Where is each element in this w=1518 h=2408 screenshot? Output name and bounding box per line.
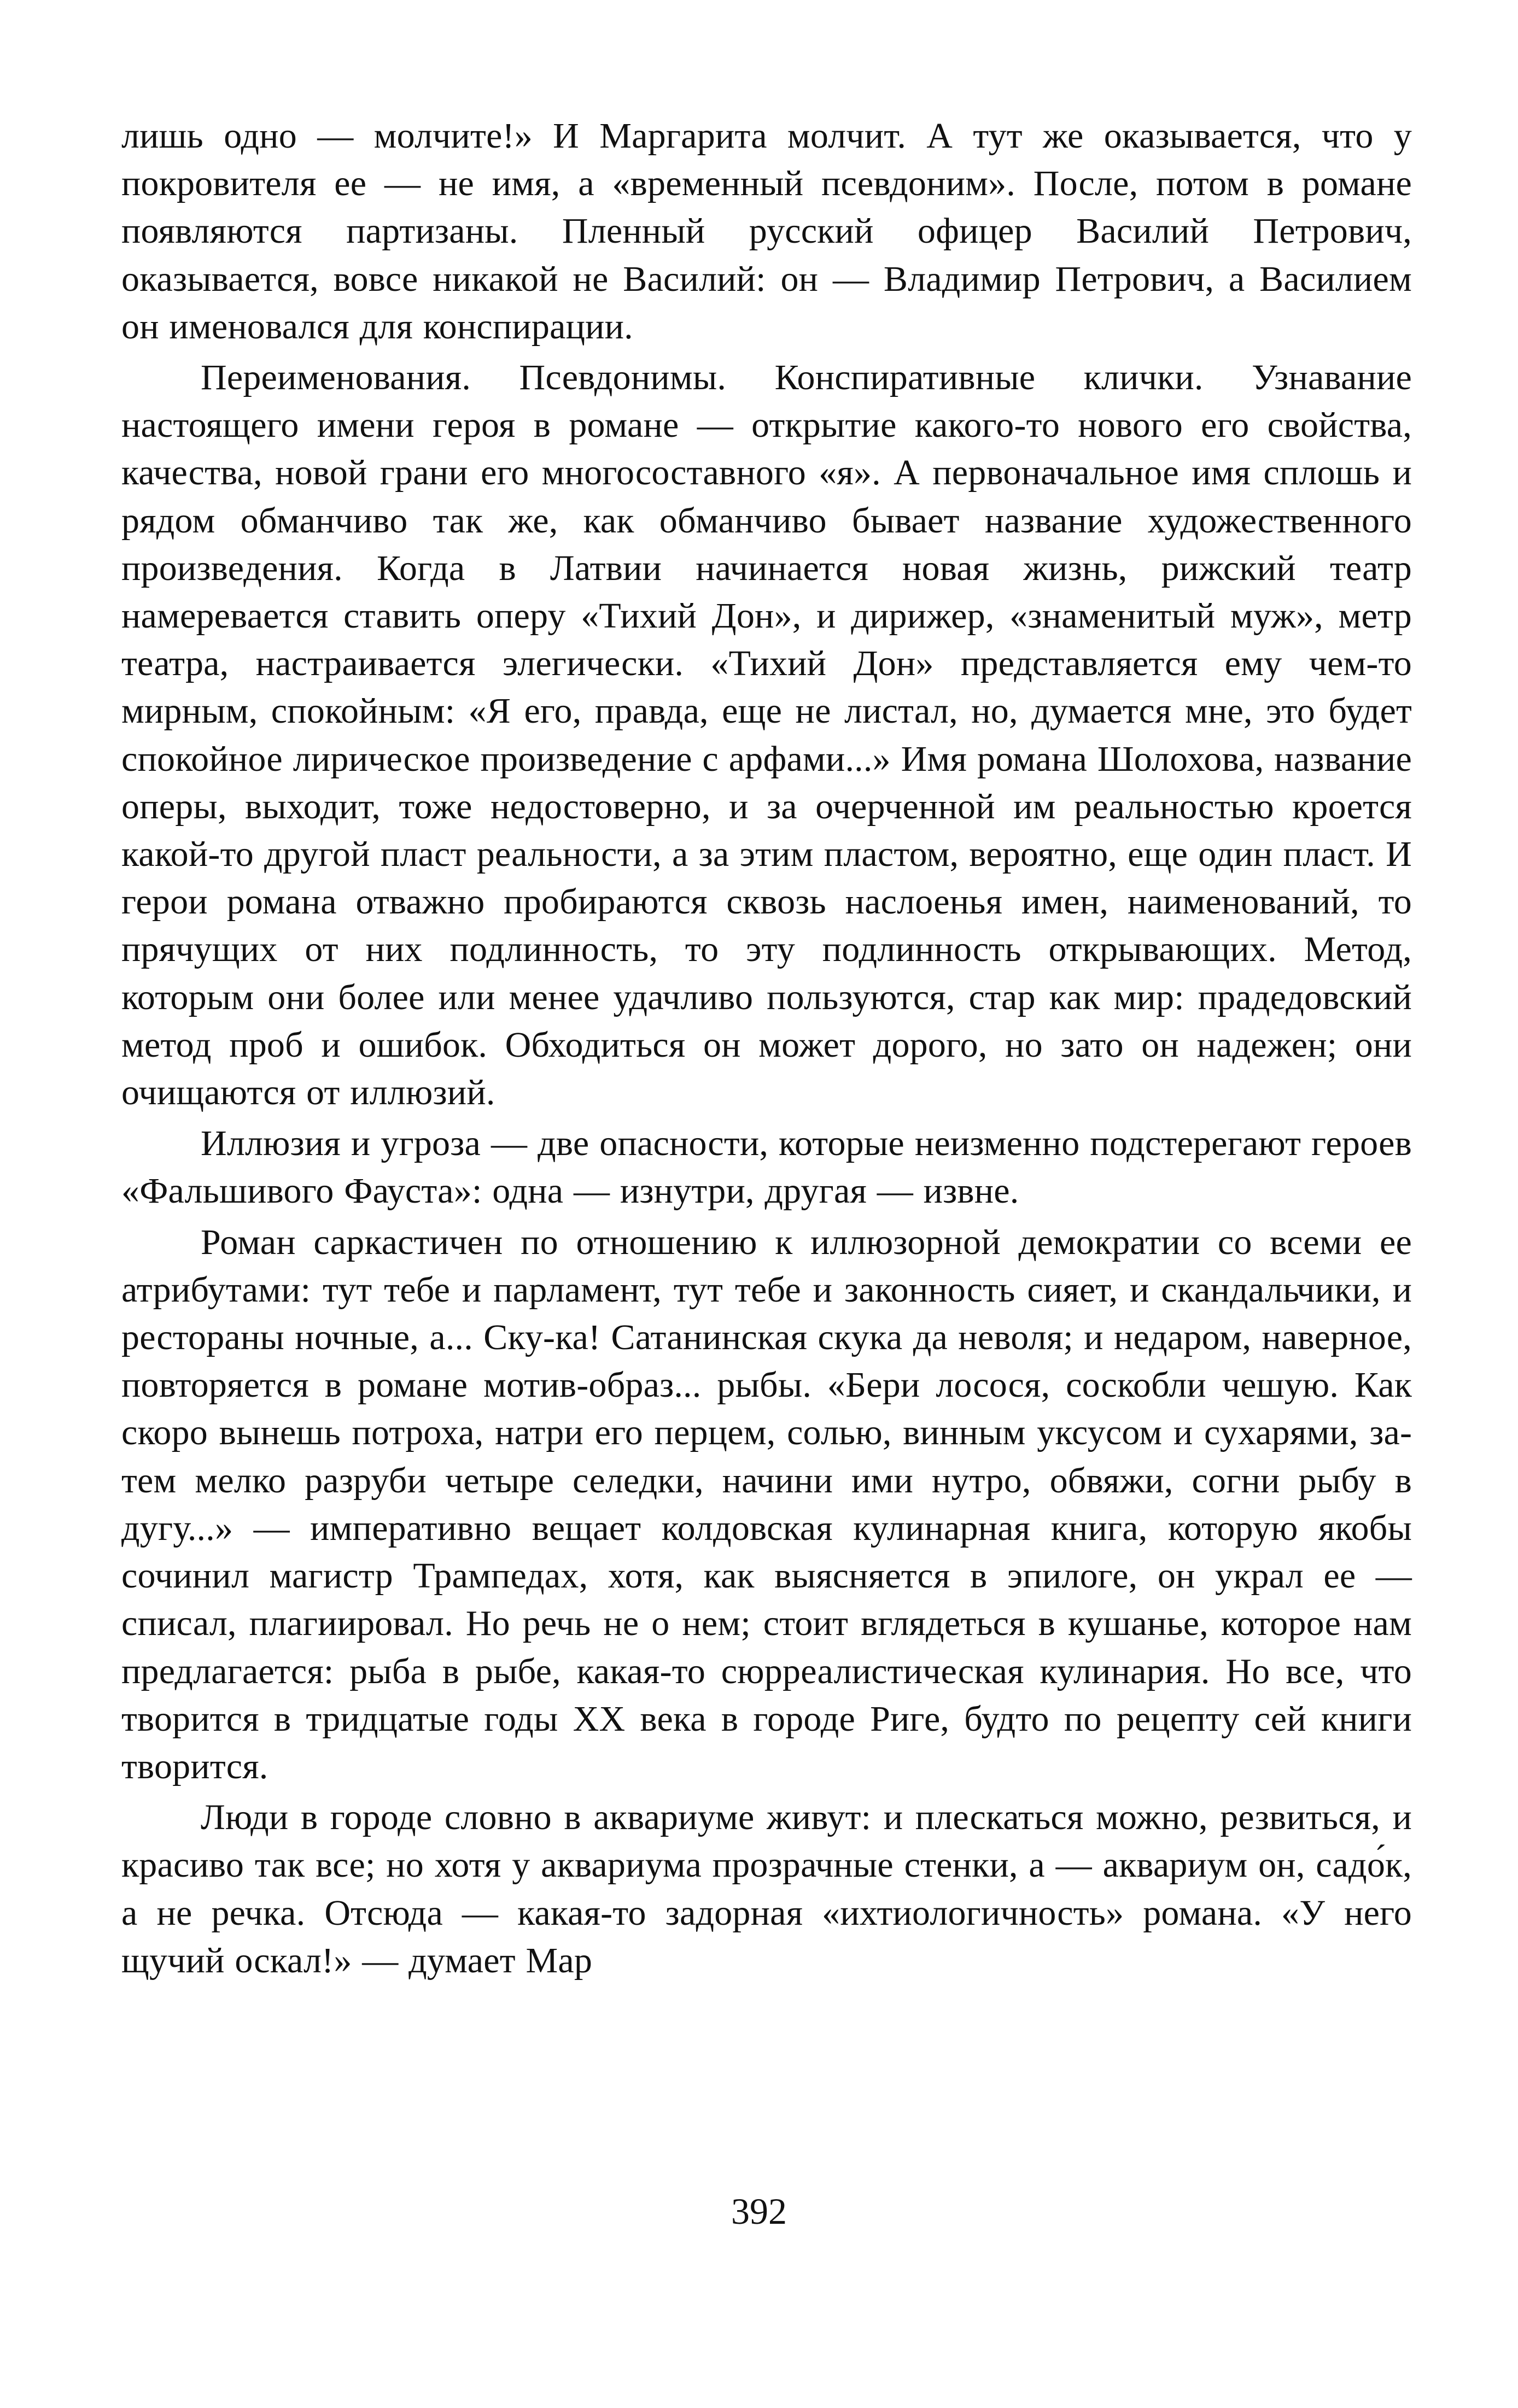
paragraph-1: лишь одно — молчите!» И Маргарита молчит. А тут же оказывается, что у покровителя ее — не имя, а «временный псевдоним». После, потом в романе появляются партизаны. Пленный русский офицер Василий Петрович, оказывается, вовсе никакой не Василий: он — Владимир Петрович, а Василием он именовался для конспирации.: [121, 116, 1412, 347]
paragraph-3: Иллюзия и угроза — две опасности, которые неизменно подстерегают героев «Фальшивого Фауста»: одна — изнутри, другая — извне.: [121, 1123, 1412, 1211]
page-number: 392: [731, 2190, 787, 2232]
paragraph-5: Люди в городе словно в аквариуме живут: и плескаться можно, резвиться, и красиво так все; но хотя у аквариума прозрачные стенки, а — аквариум он, садо́к, а не речка. Отсюда — какая-то задорная «ихтиологичность» романа. «У него щучий оскал!» — думает Мар: [121, 1797, 1412, 1981]
text-column: [121, 112, 1412, 1984]
paragraph-4: Роман саркастичен по отношению к иллюзорной демократии со всеми ее атрибутами: тут тебе и парламент, тут тебе и законность сияет, и скандальчики, и рестораны ночные, а... Ску-ка! Сатанинская скука да неволя; и недаром, наверное, повторяется в романе мотив-образ... рыбы. «Бери лосося, соскобли чешую. Как скоро вынешь потроха, натри его перцем, солью, винным уксусом и сухарями, затем мелко разруби четыре селедки, начини ими нутро, обвяжи, согни рыбу в дугу...» — императивно вещает колдовская кулинарная книга, которую якобы сочинил магистр Трампедах, хотя, как выясняется в эпилоге, он украл ее — списал, плагиировал. Но речь не о нем; стоит вглядеться в кушанье, которое нам предлагается: рыба в рыбе, какая-то сюрреалистическая кулинария. Но все, что творится в тридцатые годы XX века в городе Риге, будто по рецепту сей книги творится.: [121, 1222, 1412, 1786]
paragraph-2: Переименования. Псевдонимы. Конспиративные клички. Узнавание настоящего имени героя в романе — открытие какого-то нового его свойства, качества, новой грани его многосоставного «я». А первоначальное имя сплошь и рядом обманчиво так же, как обманчиво бывает название художественного произведения. Когда в Латвии начинается новая жизнь, рижский театр намеревается ставить оперу «Тихий Дон», и дирижер, «знаменитый муж», метр театра, настраивается элегически. «Тихий Дон» представляется ему чем-то мирным, спокойным: «Я его, правда, еще не листал, но, думается мне, это будет спокойное лирическое произведение с арфами...» Имя романа Шолохова, название оперы, выходит, тоже недостоверно, и за очерченной им реальностью кроется какой-то другой пласт реальности, а за этим пластом, вероятно, еще один пласт. И герои романа отважно пробираются сквозь наслоенья имен, наименований, то прячущих от них подлинность, то эту подлинность открывающих. Метод, которым они более или менее удачливо пользуются, стар как мир: прадедовский метод проб и ошибок. Обходиться он может дорого, но зато он надежен; они очищаются от иллюзий.: [121, 358, 1412, 1113]
